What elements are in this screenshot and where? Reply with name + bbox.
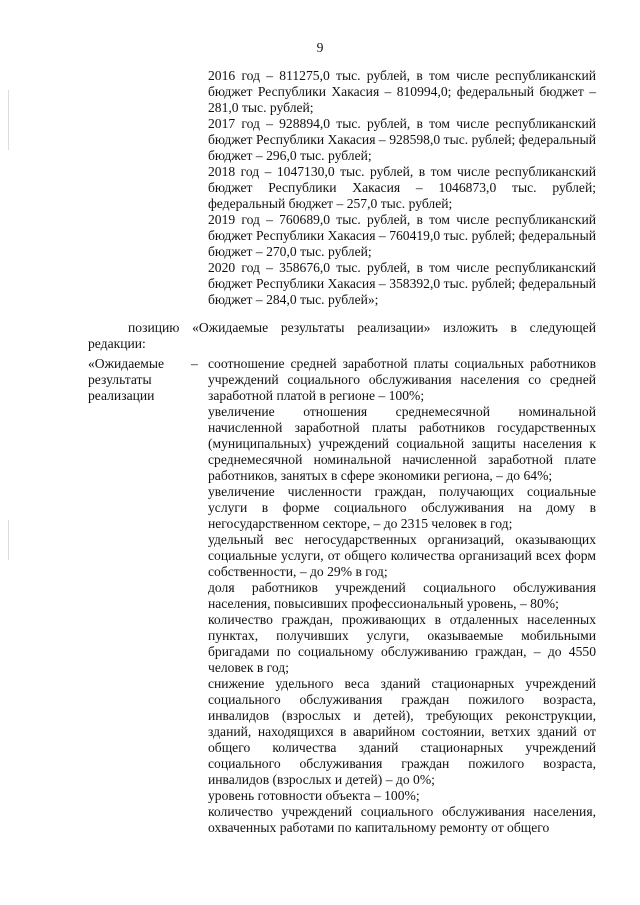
result-item: доля работников учреждений социального обслуживания населения, повысивших профессиональный уровень, – 80%; [208, 580, 596, 611]
margin-mark [8, 520, 9, 560]
expected-results [208, 356, 596, 836]
result-item: количество граждан, проживающих в отдаленных населенных пунктах, получивших услуги, оказываемые мобильными бригадами по социальному обслуживанию граждан, – до 4550 человек в год; [208, 612, 596, 675]
amendment-instruction [88, 320, 596, 352]
result-item: удельный вес негосударственных организаций, оказывающих социальные услуги, от общего количества организаций всех форм собственности, – до 29% в год; [208, 532, 596, 579]
budget-year-2016: 2016 год – 811275,0 тыс. рублей, в том числе республиканский бюджет Республики Хакасия – 810994,0; федеральный бюджет – 281,0 тыс. рублей; [208, 68, 596, 115]
page-number: 9 [316, 40, 324, 55]
margin-mark [8, 90, 9, 150]
budget-year-2020: 2020 год – 358676,0 тыс. рублей, в том числе республиканский бюджет Республики Хакасия – 358392,0 тыс. рублей; федеральный бюджет – 284,0 тыс. рублей»; [208, 260, 596, 307]
position-label [88, 356, 188, 404]
budget-year-2019: 2019 год – 760689,0 тыс. рублей, в том числе республиканский бюджет Республики Хакасия – 760419,0 тыс. рублей; федеральный бюджет – 270,0 тыс. рублей; [208, 212, 596, 259]
result-item: количество учреждений социального обслуживания населения, охваченных работами по капитальному ремонту от общего [208, 804, 596, 835]
budget-year-2018: 2018 год – 1047130,0 тыс. рублей, в том числе республиканский бюджет Республики Хакасия – 1046873,0 тыс. рублей; федеральный бюджет – 257,0 тыс. рублей; [208, 164, 596, 211]
intro-paragraph: позицию «Ожидаемые результаты реализации» изложить в следующей редакции: [88, 320, 596, 351]
budget-breakdown [208, 68, 596, 308]
result-item: снижение удельного веса зданий стационарных учреждений социального обслуживания граждан пожилого возраста, инвалидов (взрослых и детей), требующих реконструкции, зданий, находящихся в аварийном состоянии, ветхих зданий от общего количества зданий стационарных учреждений социального обслуживания граждан пожилого возраста, инвалидов (взрослых и детей) – до 0%; [208, 676, 596, 787]
label-line: результаты [88, 372, 152, 387]
label-dash: – [191, 356, 198, 371]
label-line: «Ожидаемые [88, 356, 165, 371]
result-item: уровень готовности объекта – 100%; [208, 788, 420, 803]
label-line: реализации [88, 388, 155, 403]
result-item: увеличение численности граждан, получающих социальные услуги в форме социального обслуживания на дому в негосударственном секторе, – до 2315 человек в год; [208, 484, 596, 531]
budget-year-2017: 2017 год – 928894,0 тыс. рублей, в том числе республиканский бюджет Республики Хакасия – 928598,0 тыс. рублей; федеральный бюджет – 296,0 тыс. рублей; [208, 116, 596, 163]
result-item: увеличение отношения среднемесячной номинальной начисленной заработной платы работников государственных (муниципальных) учреждений социальной защиты населения к среднемесячной номинальной начисленной заработной плате работников, занятых в сфере экономики региона, – до 64%; [208, 404, 596, 483]
result-item: соотношение средней заработной платы социальных работников учреждений социального обслуживания населения со средней заработной платой в регионе – 100%; [208, 356, 596, 403]
